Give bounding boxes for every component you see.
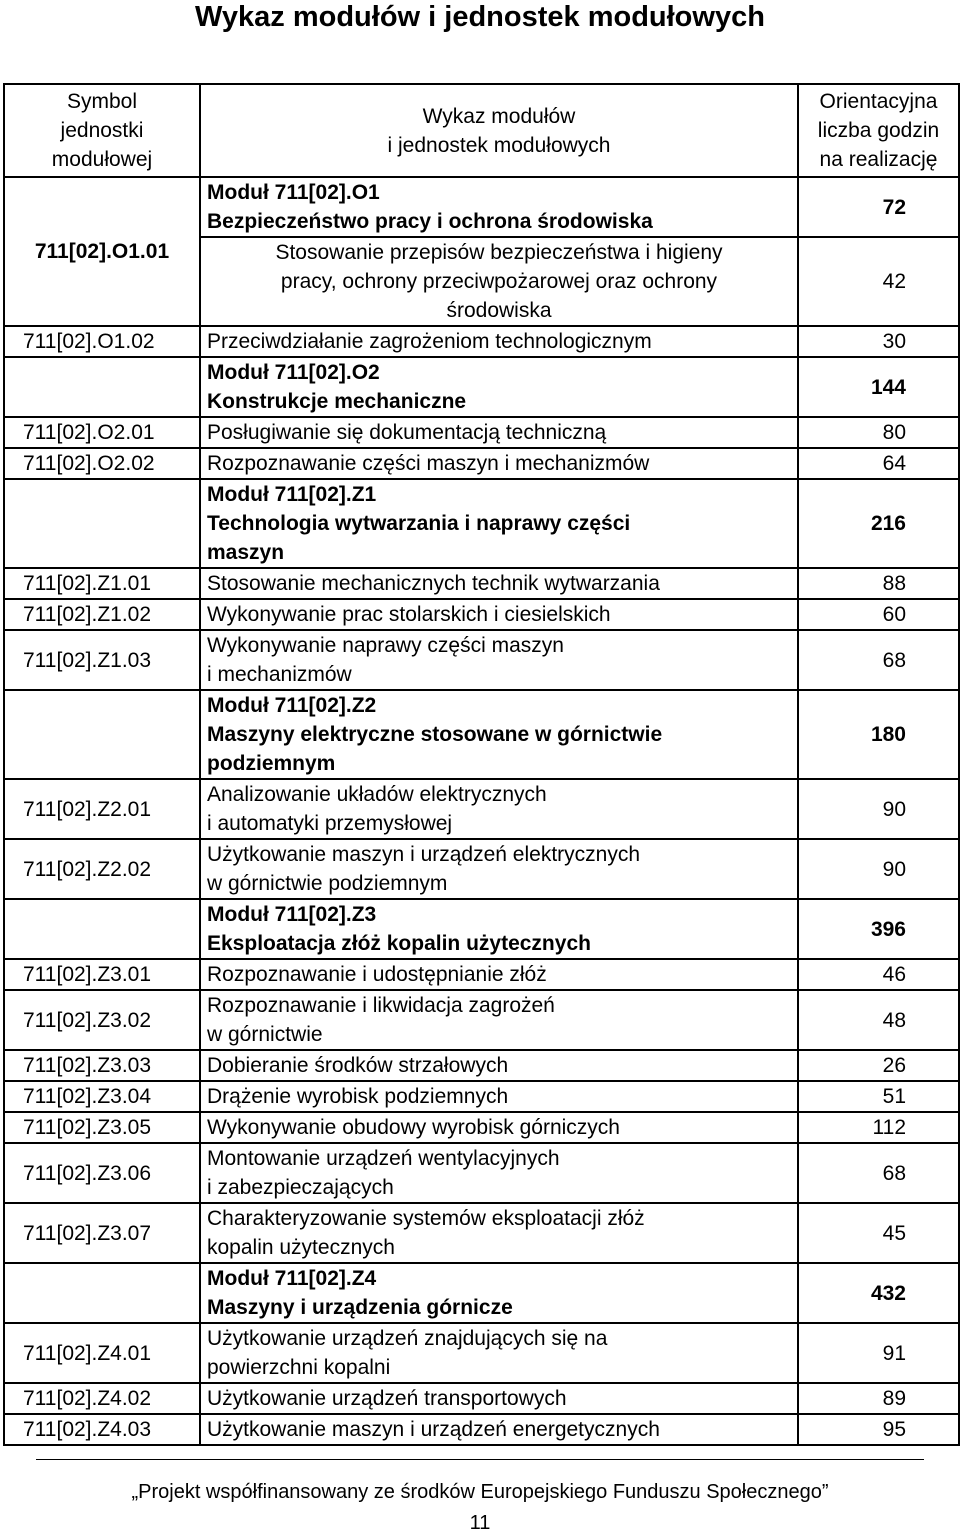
module-symbol <box>4 899 200 959</box>
table-row <box>4 568 959 599</box>
unit-hours: 42 <box>798 237 959 326</box>
unit-hours: 64 <box>798 448 959 479</box>
unit-hours: 46 <box>798 959 959 990</box>
unit-symbol: 711[02].Z1.01 <box>4 568 200 599</box>
module-name: Moduł 711[02].Z2 Maszyny elektryczne stosowane w górnictwie podziemnym <box>200 690 798 779</box>
unit-name: Stosowanie przepisów bezpieczeństwa i higieny pracy, ochrony przeciwpożarowej oraz ochrony środowiska <box>200 237 798 326</box>
page-title: Wykaz modułów i jednostek modułowych <box>195 1 765 33</box>
unit-symbol: 711[02].Z3.06 <box>4 1143 200 1203</box>
unit-name: Użytkowanie urządzeń transportowych <box>200 1383 798 1414</box>
unit-name: Wykonywanie prac stolarskich i ciesielskich <box>200 599 798 630</box>
table-row <box>4 599 959 630</box>
unit-symbol: 711[02].O1.01 <box>4 177 200 326</box>
unit-name: Użytkowanie maszyn i urządzeń energetycznych <box>200 1414 798 1445</box>
unit-symbol: 711[02].Z3.02 <box>4 990 200 1050</box>
unit-hours: 30 <box>798 326 959 357</box>
module-symbol <box>4 357 200 417</box>
module-row <box>4 357 959 417</box>
unit-name: Wykonywanie naprawy części maszyn i mechanizmów <box>200 630 798 690</box>
unit-name: Przeciwdziałanie zagrożeniom technologicznym <box>200 326 798 357</box>
unit-name: Dobieranie środków strzałowych <box>200 1050 798 1081</box>
table-row <box>4 1081 959 1112</box>
table-row <box>4 630 959 690</box>
table-row <box>4 1414 959 1445</box>
unit-symbol: 711[02].Z1.02 <box>4 599 200 630</box>
unit-symbol: 711[02].O1.02 <box>4 326 200 357</box>
unit-name: Rozpoznawanie części maszyn i mechanizmów <box>200 448 798 479</box>
unit-symbol: 711[02].Z4.03 <box>4 1414 200 1445</box>
table-row <box>4 1203 959 1263</box>
unit-hours: 91 <box>798 1323 959 1383</box>
unit-hours: 45 <box>798 1203 959 1263</box>
table-row <box>4 1143 959 1203</box>
modules-table <box>3 83 960 1446</box>
unit-symbol: 711[02].Z4.01 <box>4 1323 200 1383</box>
unit-hours: 51 <box>798 1081 959 1112</box>
unit-name: Rozpoznawanie i likwidacja zagrożeń w górnictwie <box>200 990 798 1050</box>
module-name: Moduł 711[02].Z1 Technologia wytwarzania i naprawy części maszyn <box>200 479 798 568</box>
unit-symbol: 711[02].Z3.03 <box>4 1050 200 1081</box>
module-name: Moduł 711[02].Z3 Eksploatacja złóż kopalin użytecznych <box>200 899 798 959</box>
module-row <box>4 1263 959 1323</box>
unit-name: Stosowanie mechanicznych technik wytwarzania <box>200 568 798 599</box>
footer-text: „Projekt współfinansowany ze środków Europejskiego Funduszu Społecznego” <box>131 1481 829 1503</box>
unit-hours: 26 <box>798 1050 959 1081</box>
unit-hours: 88 <box>798 568 959 599</box>
unit-name: Charakteryzowanie systemów eksploatacji złóż kopalin użytecznych <box>200 1203 798 1263</box>
unit-hours: 112 <box>798 1112 959 1143</box>
module-name: Moduł 711[02].O1 Bezpieczeństwo pracy i ochrona środowiska <box>200 177 798 237</box>
header-hours: Orientacyjna liczba godzin na realizację <box>798 84 959 177</box>
unit-name: Montowanie urządzeń wentylacyjnych i zabezpieczających <box>200 1143 798 1203</box>
unit-name: Drążenie wyrobisk podziemnych <box>200 1081 798 1112</box>
unit-symbol: 711[02].Z3.04 <box>4 1081 200 1112</box>
unit-symbol: 711[02].Z3.05 <box>4 1112 200 1143</box>
unit-symbol: 711[02].Z1.03 <box>4 630 200 690</box>
table-row <box>4 779 959 839</box>
unit-hours: 95 <box>798 1414 959 1445</box>
table-row <box>4 1383 959 1414</box>
unit-hours: 48 <box>798 990 959 1050</box>
unit-hours: 90 <box>798 779 959 839</box>
table-row <box>4 959 959 990</box>
module-row <box>4 177 959 237</box>
unit-symbol: 711[02].Z2.01 <box>4 779 200 839</box>
table-row <box>4 839 959 899</box>
table-body <box>4 177 959 1445</box>
header-name: Wykaz modułów i jednostek modułowych <box>200 84 798 177</box>
module-name: Moduł 711[02].Z4 Maszyny i urządzenia górnicze <box>200 1263 798 1323</box>
table-row <box>4 448 959 479</box>
footer-divider <box>36 1459 924 1460</box>
table-row <box>4 1323 959 1383</box>
module-hours: 432 <box>798 1263 959 1323</box>
table-row <box>4 417 959 448</box>
unit-symbol: 711[02].O2.01 <box>4 417 200 448</box>
module-hours: 180 <box>798 690 959 779</box>
unit-hours: 90 <box>798 839 959 899</box>
unit-symbol: 711[02].Z2.02 <box>4 839 200 899</box>
unit-symbol: 711[02].Z4.02 <box>4 1383 200 1414</box>
module-hours: 396 <box>798 899 959 959</box>
module-row <box>4 899 959 959</box>
unit-symbol: 711[02].O2.02 <box>4 448 200 479</box>
unit-name: Posługiwanie się dokumentacją techniczną <box>200 417 798 448</box>
unit-name: Użytkowanie maszyn i urządzeń elektrycznych w górnictwie podziemnym <box>200 839 798 899</box>
unit-symbol: 711[02].Z3.01 <box>4 959 200 990</box>
module-row <box>4 690 959 779</box>
unit-hours: 80 <box>798 417 959 448</box>
module-symbol <box>4 690 200 779</box>
table-row <box>4 326 959 357</box>
module-hours: 144 <box>798 357 959 417</box>
unit-name: Rozpoznawanie i udostępnianie złóż <box>200 959 798 990</box>
table-row <box>4 990 959 1050</box>
header-symbol: Symbol jednostki modułowej <box>4 84 200 177</box>
unit-name: Wykonywanie obudowy wyrobisk górniczych <box>200 1112 798 1143</box>
module-symbol <box>4 1263 200 1323</box>
module-hours: 216 <box>798 479 959 568</box>
unit-symbol: 711[02].Z3.07 <box>4 1203 200 1263</box>
page-number: 11 <box>469 1512 491 1534</box>
table-row <box>4 1050 959 1081</box>
module-symbol <box>4 479 200 568</box>
module-hours: 72 <box>798 177 959 237</box>
table-row <box>4 1112 959 1143</box>
module-name: Moduł 711[02].O2 Konstrukcje mechaniczne <box>200 357 798 417</box>
module-row <box>4 479 959 568</box>
unit-name: Analizowanie układów elektrycznych i automatyki przemysłowej <box>200 779 798 839</box>
unit-hours: 89 <box>798 1383 959 1414</box>
unit-name: Użytkowanie urządzeń znajdujących się na powierzchni kopalni <box>200 1323 798 1383</box>
unit-hours: 68 <box>798 630 959 690</box>
unit-hours: 68 <box>798 1143 959 1203</box>
unit-hours: 60 <box>798 599 959 630</box>
table-header-row <box>4 84 959 177</box>
